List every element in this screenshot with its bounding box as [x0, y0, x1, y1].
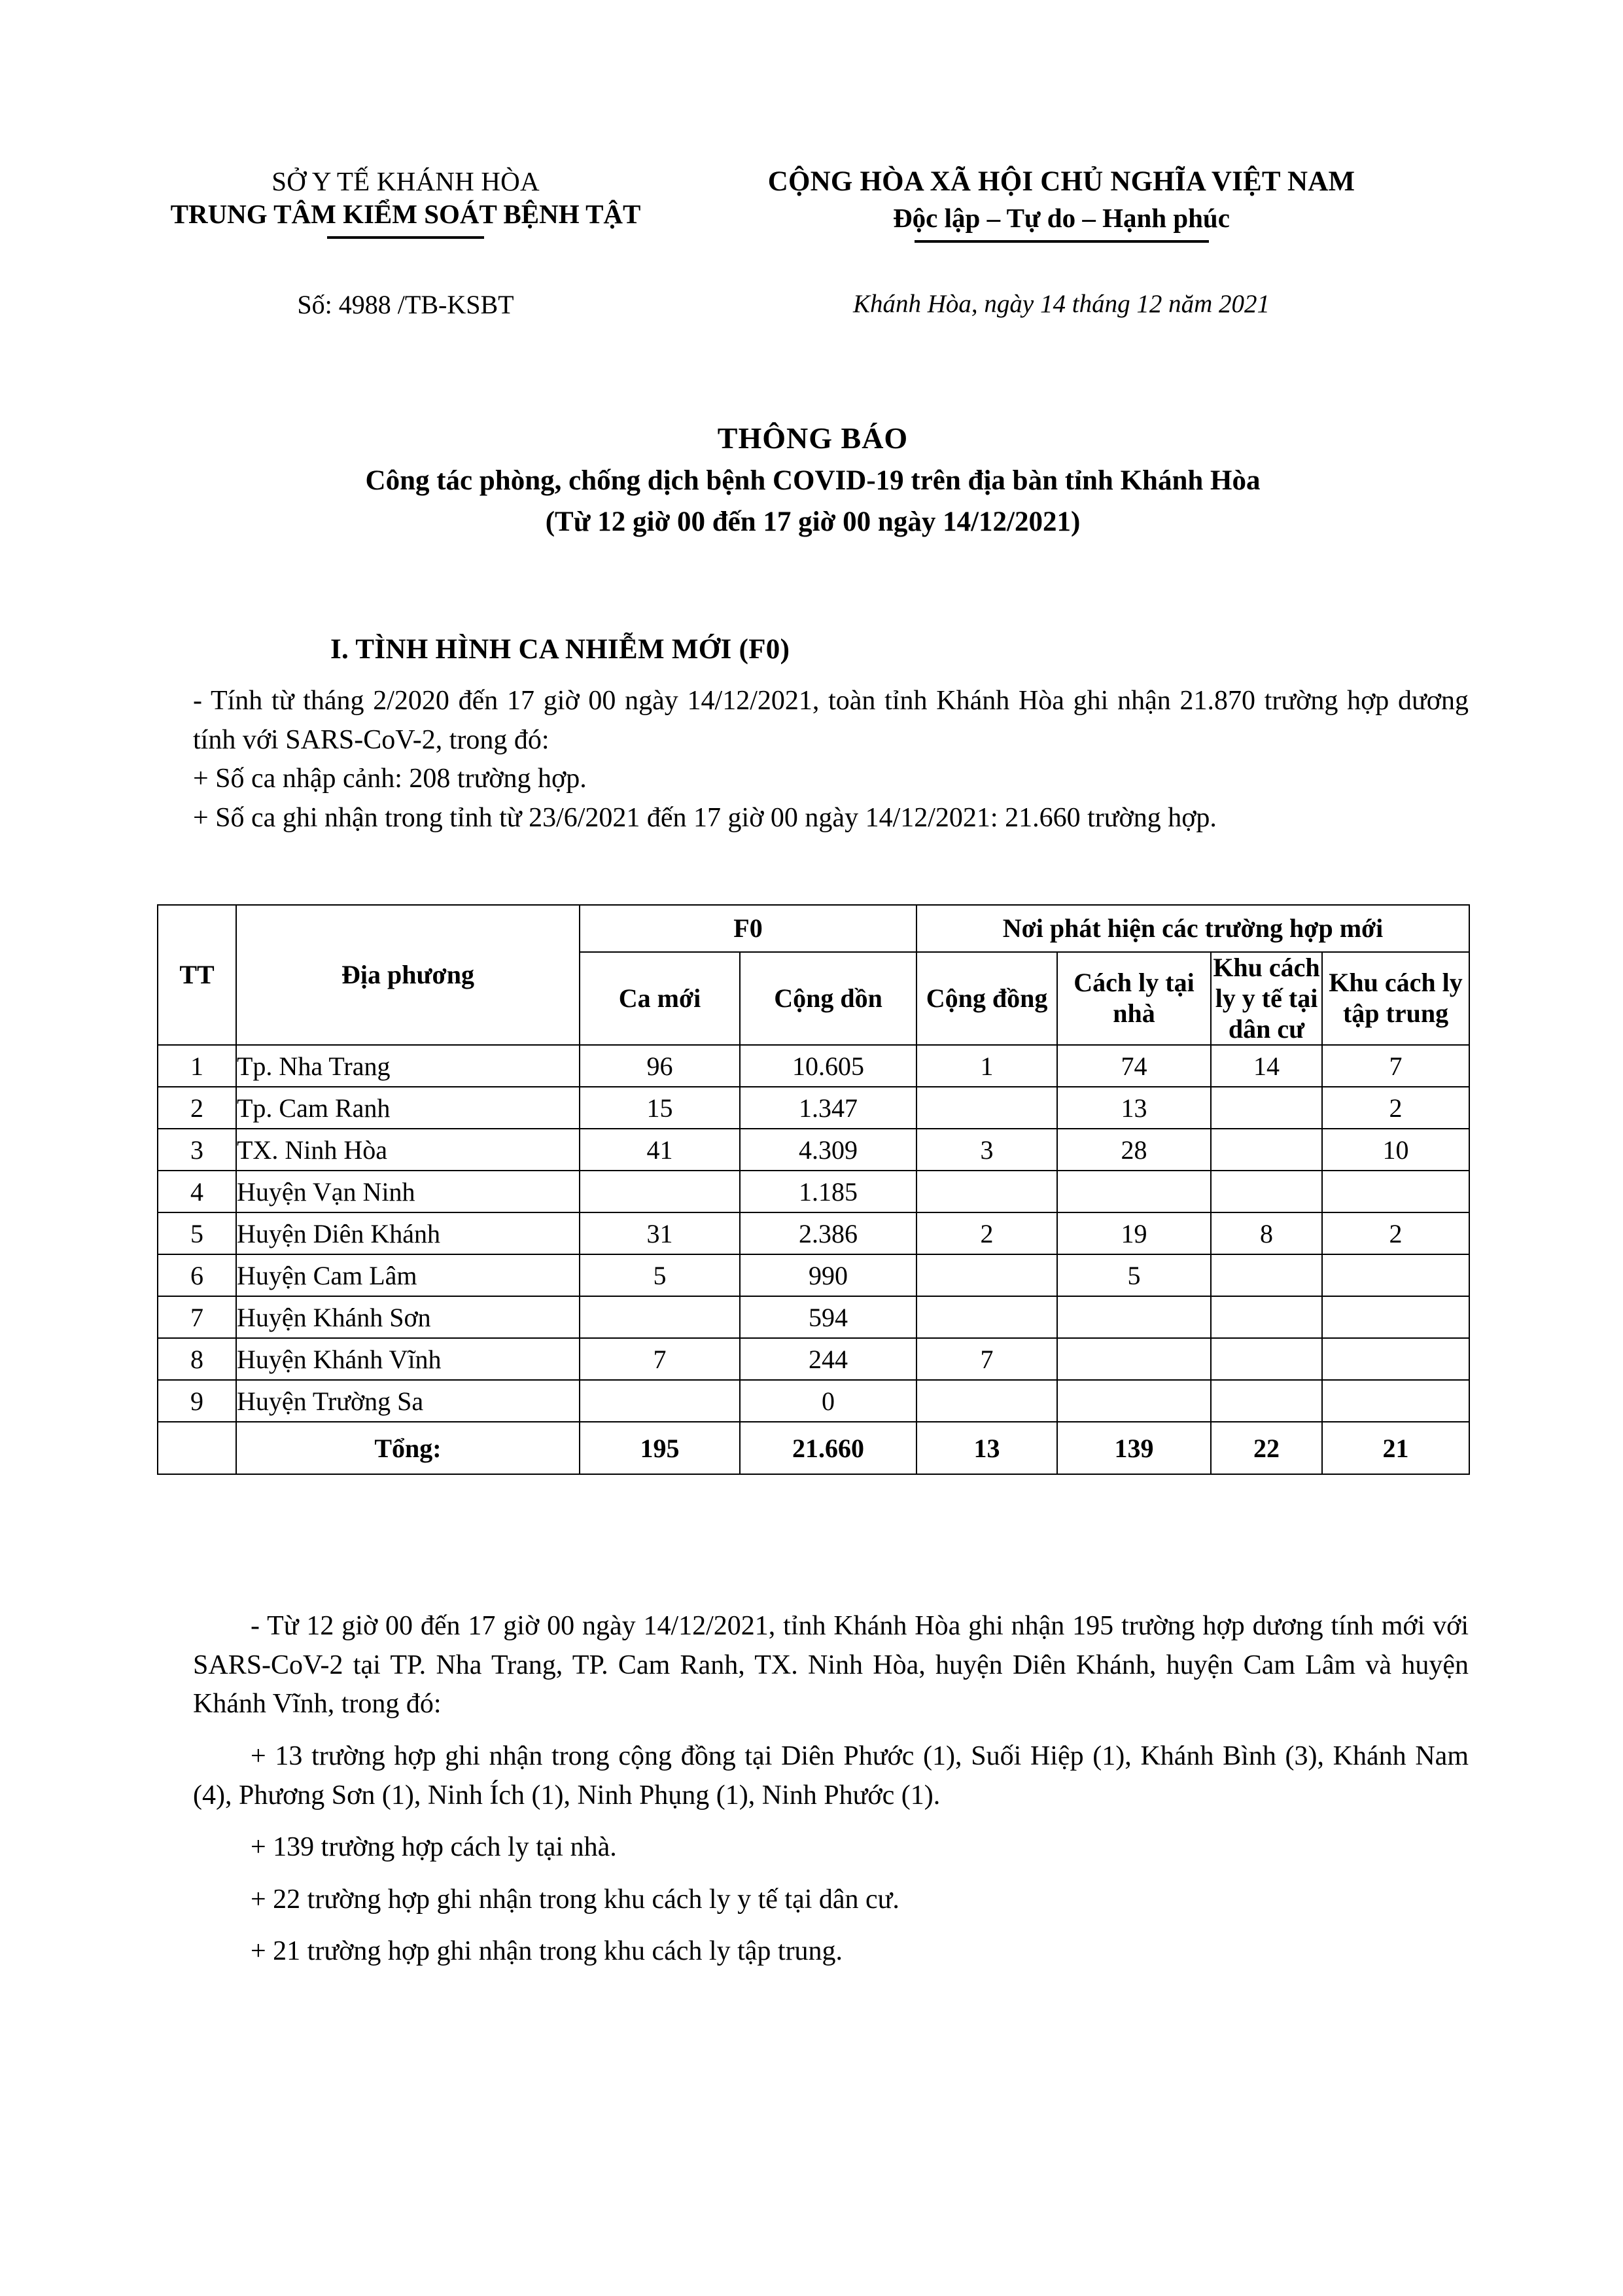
- cell-home-quarantine: 13: [1057, 1087, 1211, 1129]
- cell-home-quarantine: [1057, 1380, 1211, 1422]
- section-i-intro: [193, 682, 1469, 838]
- table-row: [158, 1087, 1469, 1129]
- cell-cumulative: 10.605: [740, 1045, 916, 1087]
- document-title-block: [157, 419, 1469, 541]
- cell-tt: 5: [158, 1212, 236, 1254]
- cell-total-community: 13: [916, 1422, 1057, 1474]
- cell-home-quarantine: [1057, 1171, 1211, 1212]
- cell-locality: Tp. Nha Trang: [236, 1045, 580, 1087]
- detail-paragraph-summary: - Từ 12 giờ 00 đến 17 giờ 00 ngày 14/12/2021, tỉnh Khánh Hòa ghi nhận 195 trường hợp dương tính mới với SARS-CoV-2 tại TP. Nha Trang, TP. Cam Ranh, TX. Ninh Hòa, huyện Diên Khánh, huyện Cam Lâm và huyện Khánh Vĩnh, trong đó:: [193, 1611, 1469, 1720]
- covid-statistics-table: [157, 904, 1470, 1475]
- section-i-details: [193, 1607, 1469, 1971]
- cell-total-medical-zone: 22: [1211, 1422, 1322, 1474]
- cell-cumulative: 0: [740, 1380, 916, 1422]
- country-name: CỘNG HÒA XÃ HỘI CHỦ NGHĨA VIỆT NAM: [767, 166, 1355, 197]
- cell-new-cases: [580, 1380, 740, 1422]
- cell-home-quarantine: 28: [1057, 1129, 1211, 1171]
- col-header-locality: Địa phương: [236, 905, 580, 1045]
- cell-locality: Huyện Trường Sa: [236, 1380, 580, 1422]
- national-motto: Độc lập – Tự do – Hạnh phúc: [893, 203, 1230, 234]
- header-divider-right: [915, 240, 1209, 243]
- cell-locality: Tp. Cam Ranh: [236, 1087, 580, 1129]
- cell-medical-zone: [1211, 1338, 1322, 1380]
- cell-medical-zone: 14: [1211, 1045, 1322, 1087]
- cell-tt: 2: [158, 1087, 236, 1129]
- cell-central-zone: 2: [1322, 1212, 1469, 1254]
- cell-total-central-zone: 21: [1322, 1422, 1469, 1474]
- cell-locality: Huyện Vạn Ninh: [236, 1171, 580, 1212]
- cell-medical-zone: [1211, 1129, 1322, 1171]
- cell-central-zone: [1322, 1171, 1469, 1212]
- table-body: [158, 1045, 1469, 1474]
- table-header: [158, 905, 1469, 1045]
- table-row: [158, 1296, 1469, 1338]
- document-header: [157, 165, 1469, 243]
- detail-paragraph-home-quarantine: + 139 trường hợp cách ly tại nhà.: [251, 1832, 617, 1863]
- place-and-date: Khánh Hòa, ngày 14 tháng 12 năm 2021: [853, 290, 1270, 318]
- cell-new-cases: 15: [580, 1087, 740, 1129]
- cell-locality: Huyện Khánh Sơn: [236, 1296, 580, 1338]
- intro-paragraph-domestic: + Số ca ghi nhận trong tỉnh từ 23/6/2021 đến 17 giờ 00 ngày 14/12/2021: 21.660 trường hợp.: [193, 802, 1217, 833]
- cell-community: [916, 1087, 1057, 1129]
- cell-home-quarantine: 74: [1057, 1045, 1211, 1087]
- col-header-cumulative: Cộng dồn: [740, 952, 916, 1045]
- cell-home-quarantine: 5: [1057, 1254, 1211, 1296]
- cell-new-cases: 31: [580, 1212, 740, 1254]
- table-row: [158, 1171, 1469, 1212]
- cell-community: [916, 1254, 1057, 1296]
- issuing-organization: [157, 165, 654, 239]
- cell-new-cases: 5: [580, 1254, 740, 1296]
- cell-home-quarantine: 19: [1057, 1212, 1211, 1254]
- col-header-new-cases: Ca mới: [580, 952, 740, 1045]
- cell-cumulative: 1.185: [740, 1171, 916, 1212]
- detail-paragraph-community: + 13 trường hợp ghi nhận trong cộng đồng tại Diên Phước (1), Suối Hiệp (1), Khánh Bình (3), Khánh Nam (4), Phương Sơn (1), Ninh Ích (1), Ninh Phụng (1), Ninh Phước (1).: [193, 1740, 1469, 1810]
- detail-paragraph-medical-zone: + 22 trường hợp ghi nhận trong khu cách ly y tế tại dân cư.: [251, 1884, 899, 1915]
- cell-cumulative: 4.309: [740, 1129, 916, 1171]
- cell-tt: 7: [158, 1296, 236, 1338]
- cell-new-cases: 7: [580, 1338, 740, 1380]
- cell-cumulative: 1.347: [740, 1087, 916, 1129]
- table-row: [158, 1338, 1469, 1380]
- cell-medical-zone: [1211, 1254, 1322, 1296]
- detail-paragraph-central-zone: + 21 trường hợp ghi nhận trong khu cách ly tập trung.: [251, 1936, 843, 1967]
- page-title: THÔNG BÁO: [717, 421, 909, 455]
- intro-paragraph-total: - Tính từ tháng 2/2020 đến 17 giờ 00 ngày 14/12/2021, toàn tỉnh Khánh Hòa ghi nhận 21.870 trường hợp dương tính với SARS-CoV-2, trong đó:: [193, 686, 1469, 755]
- cell-new-cases: [580, 1296, 740, 1338]
- cell-locality: TX. Ninh Hòa: [236, 1129, 580, 1171]
- cell-total-cumulative: 21.660: [740, 1422, 916, 1474]
- cell-cumulative: 594: [740, 1296, 916, 1338]
- cell-community: 7: [916, 1338, 1057, 1380]
- cell-home-quarantine: [1057, 1338, 1211, 1380]
- cell-cumulative: 244: [740, 1338, 916, 1380]
- cell-tt: 9: [158, 1380, 236, 1422]
- national-heading: [654, 165, 1469, 243]
- cell-total-home-quarantine: 139: [1057, 1422, 1211, 1474]
- document-number: Số: 4988 /TB-KSBT: [297, 290, 514, 319]
- covid-statistics-table-wrapper: [157, 904, 1469, 1475]
- cell-tt: 1: [158, 1045, 236, 1087]
- cell-total-label: Tổng:: [236, 1422, 580, 1474]
- col-header-medical-zone: Khu cách ly y tế tại dân cư: [1211, 952, 1322, 1045]
- cell-tt: 6: [158, 1254, 236, 1296]
- cell-community: 2: [916, 1212, 1057, 1254]
- cell-medical-zone: [1211, 1171, 1322, 1212]
- intro-paragraph-imported: + Số ca nhập cảnh: 208 trường hợp.: [193, 764, 587, 794]
- cell-central-zone: 7: [1322, 1045, 1469, 1087]
- col-group-header-f0: F0: [580, 905, 916, 952]
- cell-new-cases: [580, 1171, 740, 1212]
- cell-community: [916, 1380, 1057, 1422]
- title-subject-line: Công tác phòng, chống dịch bệnh COVID-19 trên địa bàn tỉnh Khánh Hòa: [365, 465, 1261, 496]
- cell-cumulative: 990: [740, 1254, 916, 1296]
- table-header-row-groups: [158, 905, 1469, 952]
- col-header-central-zone: Khu cách ly tập trung: [1322, 952, 1469, 1045]
- cell-new-cases: 41: [580, 1129, 740, 1171]
- cell-medical-zone: [1211, 1380, 1322, 1422]
- cell-tt: 4: [158, 1171, 236, 1212]
- cell-medical-zone: [1211, 1296, 1322, 1338]
- cell-locality: Huyện Cam Lâm: [236, 1254, 580, 1296]
- cell-central-zone: [1322, 1296, 1469, 1338]
- cell-medical-zone: 8: [1211, 1212, 1322, 1254]
- table-row: [158, 1254, 1469, 1296]
- cell-community: 3: [916, 1129, 1057, 1171]
- cell-tt: 8: [158, 1338, 236, 1380]
- cell-new-cases: 96: [580, 1045, 740, 1087]
- table-row: [158, 1045, 1469, 1087]
- cell-locality: Huyện Diên Khánh: [236, 1212, 580, 1254]
- cell-central-zone: 10: [1322, 1129, 1469, 1171]
- cell-community: [916, 1296, 1057, 1338]
- cell-total-new-cases: 195: [580, 1422, 740, 1474]
- cell-cumulative: 2.386: [740, 1212, 916, 1254]
- org-department-name: SỞ Y TẾ KHÁNH HÒA: [271, 166, 540, 196]
- cell-locality: Huyện Khánh Vĩnh: [236, 1338, 580, 1380]
- table-row: [158, 1212, 1469, 1254]
- section-heading-i: I. TÌNH HÌNH CA NHIỄM MỚI (F0): [330, 634, 790, 665]
- cell-medical-zone: [1211, 1087, 1322, 1129]
- table-total-row: [158, 1422, 1469, 1474]
- cell-central-zone: 2: [1322, 1087, 1469, 1129]
- cell-total-spacer: [158, 1422, 236, 1474]
- header-divider-left: [327, 236, 484, 239]
- org-center-name: TRUNG TÂM KIỂM SOÁT BỆNH TẬT: [170, 199, 641, 230]
- cell-central-zone: [1322, 1380, 1469, 1422]
- col-header-home-quarantine: Cách ly tại nhà: [1057, 952, 1211, 1045]
- cell-community: [916, 1171, 1057, 1212]
- table-row: [158, 1129, 1469, 1171]
- cell-home-quarantine: [1057, 1296, 1211, 1338]
- cell-central-zone: [1322, 1338, 1469, 1380]
- col-header-tt: TT: [158, 905, 236, 1045]
- cell-community: 1: [916, 1045, 1057, 1087]
- cell-tt: 3: [158, 1129, 236, 1171]
- document-meta-row: [157, 289, 1469, 320]
- title-period-line: (Từ 12 giờ 00 đến 17 giờ 00 ngày 14/12/2021): [545, 506, 1081, 538]
- col-group-header-detection-place: Nơi phát hiện các trường hợp mới: [916, 905, 1469, 952]
- col-header-community: Cộng đồng: [916, 952, 1057, 1045]
- cell-central-zone: [1322, 1254, 1469, 1296]
- table-row: [158, 1380, 1469, 1422]
